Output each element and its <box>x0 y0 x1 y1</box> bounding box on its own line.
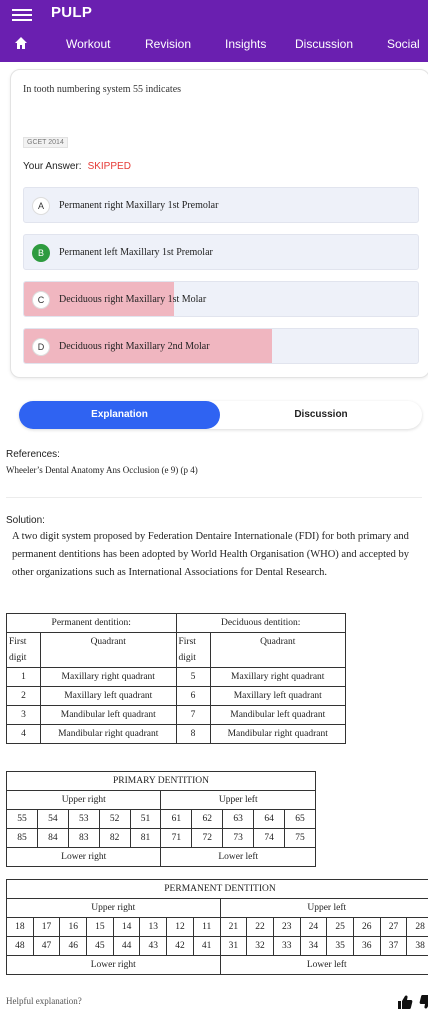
option-letter-correct: B <box>32 244 50 262</box>
tooth-number-cell: 84 <box>37 829 68 848</box>
table-cell: Maxillary left quadrant <box>41 687 177 706</box>
tooth-number-cell: 12 <box>167 918 194 937</box>
tooth-number-cell: 41 <box>193 937 220 956</box>
tooth-number-cell: 25 <box>327 918 354 937</box>
table-cell: Mandibular right quadrant <box>41 725 177 744</box>
fdi-quadrant-table <box>6 613 346 744</box>
table-cell: Mandibular left quadrant <box>210 706 346 725</box>
solution-heading: Solution: <box>6 515 45 526</box>
tooth-number-cell: 63 <box>223 810 254 829</box>
table-title: PERMANENT DENTITION <box>7 880 428 899</box>
app-title: PULP <box>51 4 93 21</box>
tooth-number-cell: 26 <box>353 918 380 937</box>
tooth-number-cell: 62 <box>192 810 223 829</box>
tooth-number-cell: 52 <box>99 810 130 829</box>
answer-label: Your Answer: <box>23 161 82 172</box>
tooth-number-cell: 24 <box>300 918 327 937</box>
option-d[interactable] <box>23 328 419 364</box>
solution-text: A two digit system proposed by Federation Dentaire Internationale (FDI) for both primary and permanent dentitions has been adopted by World Health Organisation (WHO) and accepted by other organizations such as International Associations for Dental Research. <box>12 531 410 578</box>
table-header: Deciduous dentition: <box>176 614 346 633</box>
home-icon[interactable] <box>14 36 28 50</box>
discussion-tab[interactable]: Discussion <box>294 409 348 420</box>
table-row <box>7 668 346 687</box>
tooth-number-cell: 82 <box>99 829 130 848</box>
tooth-number-cell: 36 <box>353 937 380 956</box>
helpful-prompt: Helpful explanation? <box>6 996 82 1006</box>
tooth-number-cell: 85 <box>7 829 38 848</box>
table-cell: Lower right <box>7 848 161 867</box>
answer-status: SKIPPED <box>87 161 131 172</box>
table-cell: Upper left <box>161 791 316 810</box>
tooth-number-cell: 45 <box>87 937 114 956</box>
tooth-number-cell: 74 <box>254 829 285 848</box>
feedback-icons <box>397 994 428 1010</box>
table-cell: Upper right <box>7 899 221 918</box>
tooth-number-cell: 51 <box>130 810 161 829</box>
tooth-number-cell: 73 <box>223 829 254 848</box>
tooth-number-cell: 16 <box>60 918 87 937</box>
table-cell: 1 <box>7 668 41 687</box>
tooth-number-cell: 83 <box>68 829 99 848</box>
table-cell: Lower left <box>161 848 316 867</box>
table-cell: Quadrant <box>41 633 177 668</box>
tooth-number-cell: 27 <box>380 918 407 937</box>
tooth-number-cell: 15 <box>87 918 114 937</box>
table-cell: 2 <box>7 687 41 706</box>
tooth-number-cell: 47 <box>33 937 60 956</box>
question-card <box>10 69 428 378</box>
table-row <box>7 725 346 744</box>
tooth-number-cell: 38 <box>407 937 428 956</box>
tooth-number-cell: 14 <box>113 918 140 937</box>
table-cell: Maxillary right quadrant <box>41 668 177 687</box>
tooth-number-cell: 55 <box>7 810 38 829</box>
tooth-number-cell: 71 <box>161 829 192 848</box>
menu-icon[interactable] <box>12 6 32 24</box>
tooth-number-cell: 54 <box>37 810 68 829</box>
tab-discussion[interactable]: Discussion <box>295 37 354 51</box>
table-cell: Lower left <box>220 956 428 975</box>
exam-tag: GCET 2014 <box>23 137 68 148</box>
tooth-number-cell: 35 <box>327 937 354 956</box>
tooth-number-cell: 33 <box>273 937 300 956</box>
option-letter: C <box>32 291 50 309</box>
table-title: PRIMARY DENTITION <box>7 772 316 791</box>
tab-social[interactable]: Social <box>387 37 420 51</box>
option-label: Permanent left Maxillary 1st Premolar <box>59 247 213 258</box>
tooth-number-cell: 44 <box>113 937 140 956</box>
table-cell: 8 <box>176 725 210 744</box>
table-cell: First digit <box>176 633 210 668</box>
tooth-number-cell: 13 <box>140 918 167 937</box>
option-b[interactable] <box>23 234 419 270</box>
table-row <box>7 810 316 829</box>
thumbs-down-icon[interactable] <box>420 995 428 1009</box>
tooth-number-cell: 46 <box>60 937 87 956</box>
tooth-number-cell: 22 <box>247 918 274 937</box>
option-label: Deciduous right Maxillary 2nd Molar <box>59 341 210 352</box>
tooth-number-cell: 42 <box>167 937 194 956</box>
tooth-number-cell: 32 <box>247 937 274 956</box>
explanation-tab[interactable]: Explanation <box>19 401 220 429</box>
option-c[interactable] <box>23 281 419 317</box>
tooth-number-cell: 61 <box>161 810 192 829</box>
tooth-number-cell: 72 <box>192 829 223 848</box>
table-cell: 4 <box>7 725 41 744</box>
references-text: Wheeler’s Dental Anatomy Ans Occlusion (e 9) (p 4) <box>6 465 198 475</box>
tooth-number-cell: 37 <box>380 937 407 956</box>
tooth-number-cell: 34 <box>300 937 327 956</box>
table-cell: Quadrant <box>210 633 346 668</box>
tooth-number-cell: 48 <box>7 937 34 956</box>
tooth-number-cell: 53 <box>68 810 99 829</box>
divider <box>6 497 422 498</box>
explanation-discussion-toggle <box>19 401 422 429</box>
table-row <box>7 918 428 937</box>
table-cell: Mandibular right quadrant <box>210 725 346 744</box>
tooth-number-cell: 31 <box>220 937 247 956</box>
tooth-number-cell: 21 <box>220 918 247 937</box>
table-cell: Mandibular left quadrant <box>41 706 177 725</box>
table-row <box>7 829 316 848</box>
your-answer <box>23 161 131 172</box>
tooth-number-cell: 64 <box>254 810 285 829</box>
tooth-number-cell: 17 <box>33 918 60 937</box>
tooth-number-cell: 65 <box>285 810 316 829</box>
table-cell: 7 <box>176 706 210 725</box>
option-letter: D <box>32 338 50 356</box>
tooth-number-cell: 43 <box>140 937 167 956</box>
tooth-number-cell: 28 <box>407 918 428 937</box>
table-cell: First digit <box>7 633 41 668</box>
option-label: Permanent right Maxillary 1st Premolar <box>59 200 219 211</box>
tooth-number-cell: 18 <box>7 918 34 937</box>
permanent-dentition-table <box>6 879 428 975</box>
table-row <box>7 937 428 956</box>
references-heading: References: <box>6 449 60 460</box>
table-cell: 6 <box>176 687 210 706</box>
thumbs-up-icon[interactable] <box>398 996 412 1010</box>
tab-insights[interactable]: Insights <box>225 37 267 51</box>
tooth-number-cell: 81 <box>130 829 161 848</box>
table-cell: Upper left <box>220 899 428 918</box>
table-cell: Maxillary left quadrant <box>210 687 346 706</box>
table-cell: Upper right <box>7 791 161 810</box>
tab-revision[interactable]: Revision <box>145 37 192 51</box>
option-label: Deciduous right Maxillary 1st Molar <box>59 294 207 305</box>
app-bar <box>0 0 428 62</box>
table-cell: 5 <box>176 668 210 687</box>
tooth-number-cell: 75 <box>285 829 316 848</box>
table-cell: Lower right <box>7 956 221 975</box>
option-letter: A <box>32 197 50 215</box>
option-a[interactable] <box>23 187 419 223</box>
table-row <box>7 706 346 725</box>
table-cell: Maxillary right quadrant <box>210 668 346 687</box>
table-cell: 3 <box>7 706 41 725</box>
tooth-number-cell: 23 <box>273 918 300 937</box>
tooth-number-cell: 11 <box>193 918 220 937</box>
nav-tabs <box>0 34 428 58</box>
table-header: Permanent dentition: <box>7 614 177 633</box>
tab-workout[interactable]: Workout <box>66 37 111 51</box>
question-text: In tooth numbering system 55 indicates <box>23 84 182 95</box>
primary-dentition-table <box>6 771 316 867</box>
table-row <box>7 687 346 706</box>
